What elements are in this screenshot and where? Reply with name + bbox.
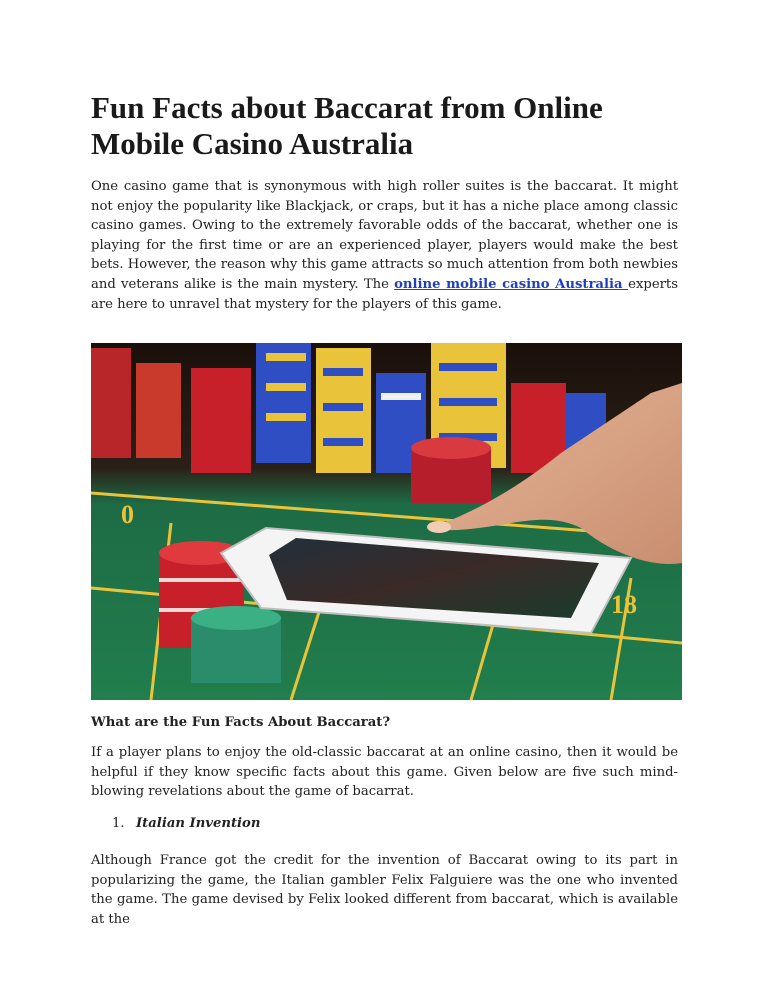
- svg-text:0: 0: [121, 500, 134, 529]
- intro-text-after-link: experts are here to unravel that mystery for the players of this game.: [91, 276, 678, 312]
- section-heading: What are the Fun Facts About Baccarat?: [91, 715, 391, 730]
- intro-text-before-link: One casino game that is synonymous with high roller suites is the baccarat. It might not enjoy the popularity like Blackjack, or craps, but it has a niche place among classic casino games. Owing to the extremely favorable odds of the baccarat, whether one is playing for the first time or are an experienced player, players would make the best bets. However, the reason why this game attracts so much attention from both newbies and veterans alike is the main mystery. The: [91, 179, 678, 292]
- list-item-title: Italian Invention: [136, 816, 261, 831]
- red-chip-stack-back: [411, 437, 491, 503]
- online-casino-link[interactable]: online mobile casino Australia: [394, 276, 629, 292]
- list-item-number: 1.: [112, 816, 125, 831]
- svg-text:18: 18: [611, 590, 637, 619]
- green-chip-stack: [191, 606, 281, 683]
- page-title: Fun Facts about Baccarat from Online Mobile Casino Australia: [91, 90, 603, 161]
- section-intro-paragraph: If a player plans to enjoy the old-classic baccarat at an online casino, then it would be helpful if they know specific facts about this game. Given below are five such mind-blowing revelations about the game of bacarrat.: [91, 745, 678, 800]
- casino-tablet-image: [91, 343, 682, 700]
- item-paragraph: Although France got the credit for the invention of Baccarat owing to its part in popularizing the game, the Italian gambler Felix Falguiere was the one who invented the game. The game devised by Felix looked different from baccarat, which is available at the: [91, 853, 678, 927]
- intro-paragraph: [91, 177, 678, 314]
- list-item: [112, 814, 260, 833]
